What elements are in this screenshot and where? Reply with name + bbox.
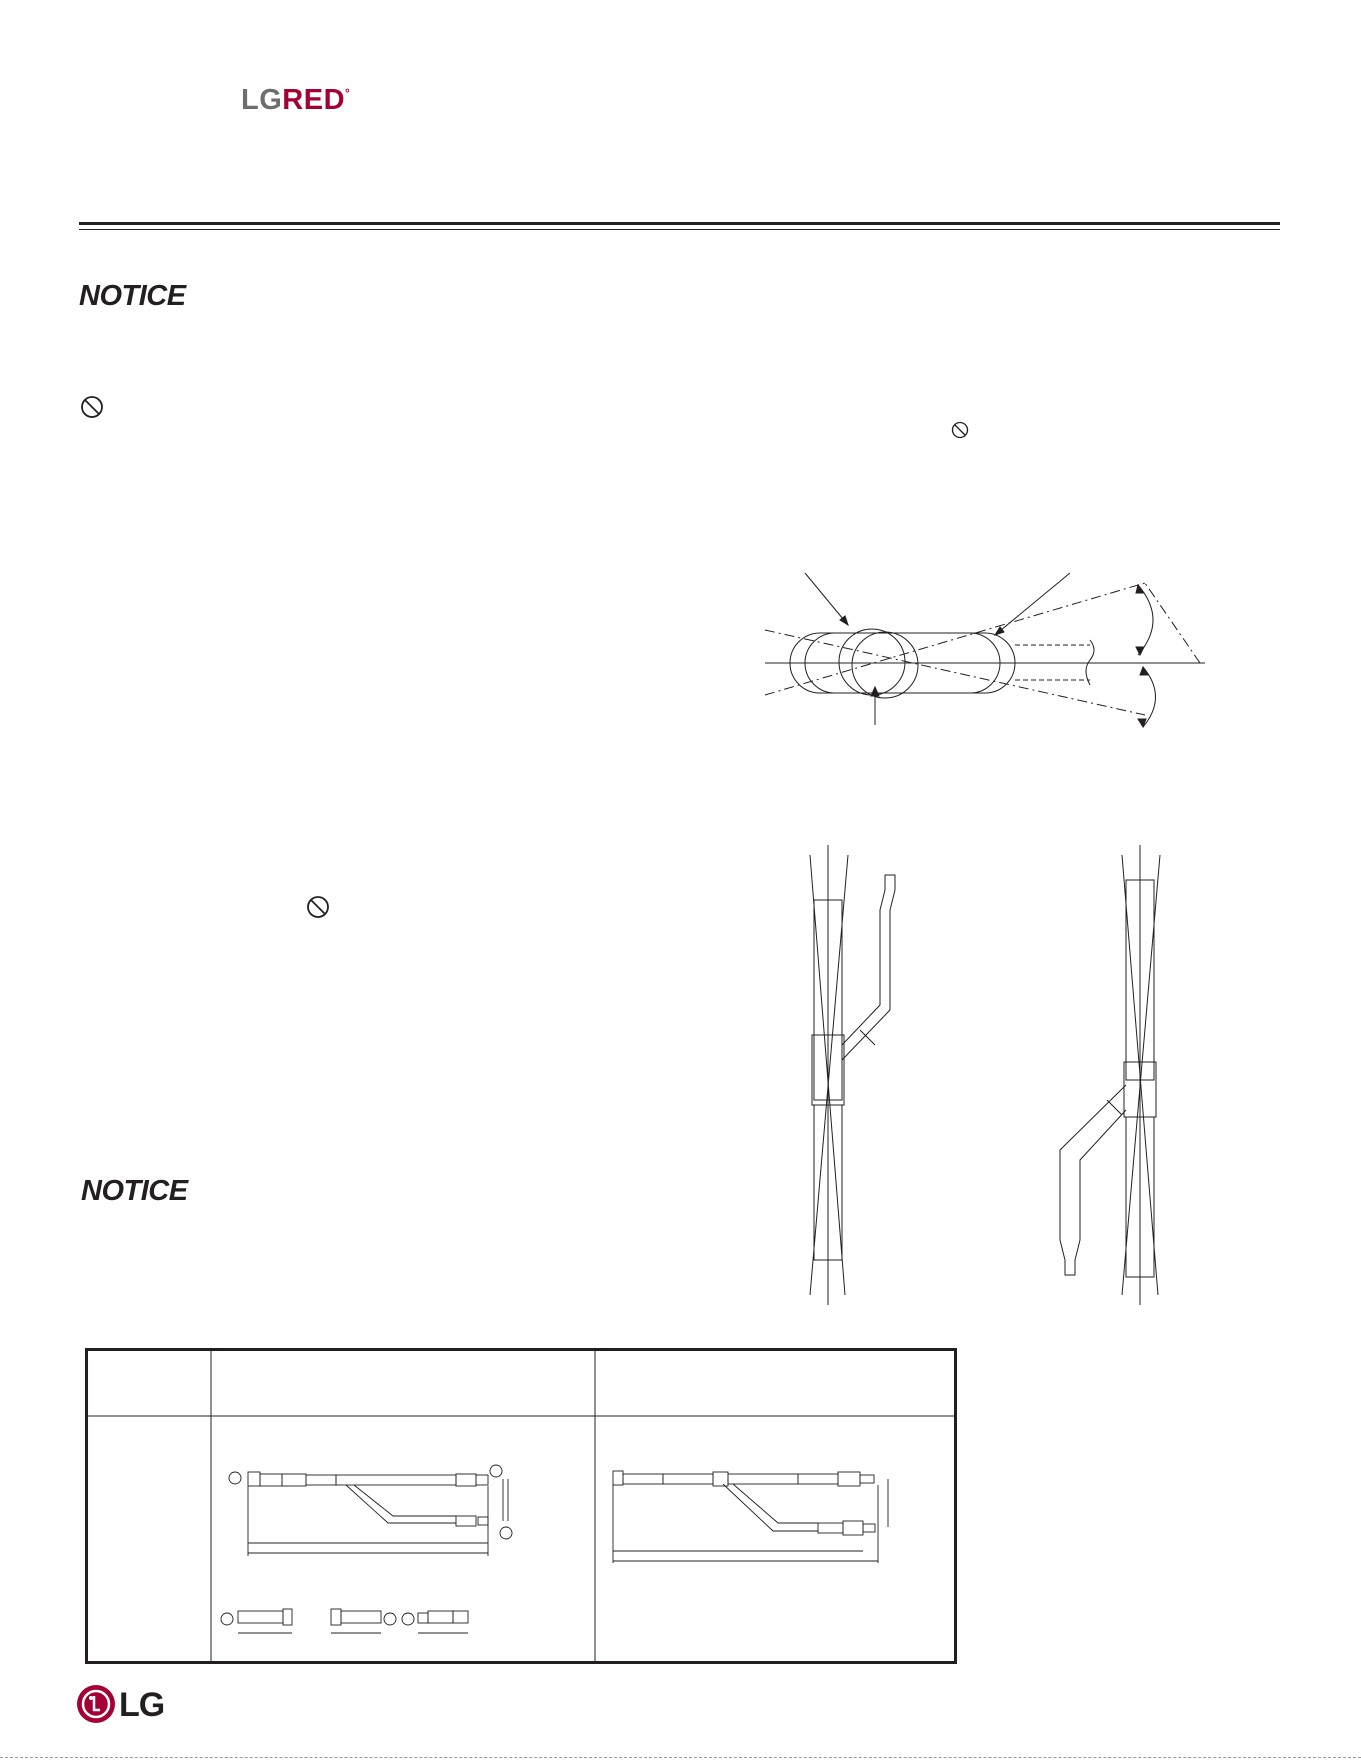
y-branch-vertical-diagram: [790, 840, 990, 1310]
y-branch-tilt-diagram: [760, 565, 1210, 755]
y-branch-vertical-diagram-mirrored: [1040, 840, 1240, 1310]
header-rule-top: [79, 222, 1280, 225]
prohibition-icon: [80, 395, 104, 419]
brand-red-text: RED: [282, 84, 346, 116]
liquid-pipe-drawing: [221, 1465, 512, 1633]
header-rule-bottom: [79, 229, 1280, 230]
brand-logo: [241, 84, 350, 117]
prohibition-icon: [306, 895, 330, 919]
table-grid: [88, 1351, 954, 1661]
brand-lg-text: LG: [241, 84, 283, 116]
notice-heading: NOTICE: [81, 1175, 188, 1207]
prohibition-icon: [951, 421, 969, 439]
footer-logo-text: LG: [119, 1686, 165, 1724]
y-branch-kit-table: [85, 1348, 957, 1664]
lg-logo-icon: [76, 1684, 116, 1724]
brand-mark: °: [345, 86, 351, 100]
page-edge-rule: [0, 1757, 1361, 1758]
gas-pipe-drawing: [613, 1471, 888, 1563]
notice-heading: NOTICE: [79, 280, 186, 312]
